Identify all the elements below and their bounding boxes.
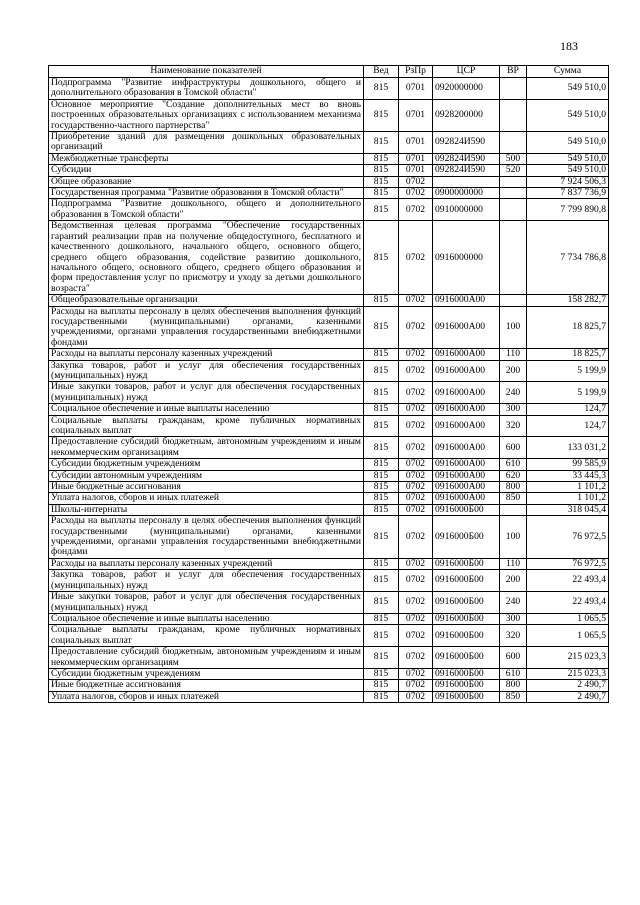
cell-name: Расходы на выплаты персоналу в целях обеспечения выполнения функций государственными (муниципальными) органами, казенными учреждениями, органами управления государственными внебюджетными фондами: [49, 516, 364, 559]
cell-rzpr: 0702: [399, 176, 433, 187]
cell-ved: 815: [364, 459, 399, 470]
cell-name: Закупка товаров, работ и услуг для обеспечения государственных (муниципальных) нужд: [49, 360, 364, 382]
table-row: [49, 504, 609, 515]
cell-rzpr: 0702: [399, 625, 433, 647]
cell-vr: 110: [500, 558, 527, 569]
cell-ved: 815: [364, 647, 399, 669]
cell-name: Расходы на выплаты персоналу казенных учреждений: [49, 349, 364, 360]
cell-vr: 610: [500, 459, 527, 470]
table-row: [49, 360, 609, 382]
cell-vr: 320: [500, 625, 527, 647]
header-csr: ЦСР: [433, 66, 500, 78]
cell-ved: 815: [364, 221, 399, 295]
cell-rzpr: 0702: [399, 415, 433, 437]
cell-sum: 2 490,7: [527, 691, 609, 702]
cell-csr: 0916000А00: [433, 306, 500, 349]
cell-ved: 815: [364, 78, 399, 100]
cell-vr: 850: [500, 691, 527, 702]
cell-vr: 600: [500, 437, 527, 459]
cell-ved: 815: [364, 415, 399, 437]
cell-ved: 815: [364, 558, 399, 569]
cell-sum: 133 031,2: [527, 437, 609, 459]
cell-vr: [500, 295, 527, 306]
cell-sum: 158 282,7: [527, 295, 609, 306]
cell-sum: 33 445,3: [527, 470, 609, 481]
cell-ved: 815: [364, 382, 399, 404]
cell-csr: 0916000Б00: [433, 691, 500, 702]
cell-vr: 300: [500, 613, 527, 624]
cell-ved: 815: [364, 470, 399, 481]
header-vr: ВР: [500, 66, 527, 78]
cell-vr: 200: [500, 360, 527, 382]
cell-rzpr: 0702: [399, 437, 433, 459]
table-row: [49, 680, 609, 691]
cell-sum: 7 799 890,8: [527, 199, 609, 221]
table-row: [49, 165, 609, 176]
table-row: [49, 78, 609, 100]
cell-sum: 22 493,4: [527, 592, 609, 614]
cell-sum: 124,7: [527, 415, 609, 437]
cell-ved: 815: [364, 188, 399, 199]
cell-ved: 815: [364, 516, 399, 559]
cell-csr: 0916000А00: [433, 437, 500, 459]
cell-ved: 815: [364, 199, 399, 221]
cell-vr: 620: [500, 470, 527, 481]
table-row: [49, 176, 609, 187]
cell-csr: 0916000А00: [433, 415, 500, 437]
header-ved: Вед: [364, 66, 399, 78]
table-header-row: [49, 66, 609, 78]
cell-vr: 320: [500, 415, 527, 437]
cell-vr: [500, 188, 527, 199]
table-row: [49, 188, 609, 199]
cell-vr: [500, 199, 527, 221]
cell-name: Субсидии бюджетным учреждениям: [49, 459, 364, 470]
cell-rzpr: 0702: [399, 199, 433, 221]
cell-rzpr: 0702: [399, 558, 433, 569]
cell-sum: 549 510,0: [527, 78, 609, 100]
cell-csr: 0916000А00: [433, 493, 500, 504]
cell-csr: 0916000А00: [433, 482, 500, 493]
cell-vr: 240: [500, 592, 527, 614]
cell-ved: 815: [364, 404, 399, 415]
cell-name: Субсидии: [49, 165, 364, 176]
cell-rzpr: 0702: [399, 306, 433, 349]
cell-vr: 800: [500, 482, 527, 493]
header-name: Наименование показателей: [49, 66, 364, 78]
cell-rzpr: 0701: [399, 78, 433, 100]
cell-name: Общее образование: [49, 176, 364, 187]
cell-name: Уплата налогов, сборов и иных платежей: [49, 493, 364, 504]
table-row: [49, 558, 609, 569]
table-row: [49, 437, 609, 459]
cell-rzpr: 0702: [399, 470, 433, 481]
cell-rzpr: 0702: [399, 592, 433, 614]
cell-rzpr: 0702: [399, 647, 433, 669]
cell-name: Субсидии автономным учреждениям: [49, 470, 364, 481]
cell-sum: 1 065,5: [527, 613, 609, 624]
cell-ved: 815: [364, 176, 399, 187]
cell-rzpr: 0702: [399, 504, 433, 515]
cell-name: Межбюджетные трансферты: [49, 153, 364, 164]
table-row: [49, 153, 609, 164]
header-rzpr: РзПр: [399, 66, 433, 78]
table-row: [49, 691, 609, 702]
cell-rzpr: 0702: [399, 482, 433, 493]
cell-name: Социальные выплаты гражданам, кроме публичных нормативных социальных выплат: [49, 625, 364, 647]
cell-csr: 0916000А00: [433, 470, 500, 481]
cell-name: Социальные выплаты гражданам, кроме публичных нормативных социальных выплат: [49, 415, 364, 437]
cell-vr: [500, 176, 527, 187]
table-row: [49, 459, 609, 470]
cell-name: Иные бюджетные ассигнования: [49, 482, 364, 493]
cell-vr: [500, 78, 527, 100]
cell-sum: 5 199,9: [527, 360, 609, 382]
cell-name: Государственная программа "Развитие образования в Томской области": [49, 188, 364, 199]
cell-vr: 100: [500, 306, 527, 349]
cell-csr: 0920000000: [433, 78, 500, 100]
cell-sum: 549 510,0: [527, 165, 609, 176]
table-row: [49, 493, 609, 504]
table-row: [49, 199, 609, 221]
page-number: 183: [560, 39, 578, 53]
cell-vr: [500, 221, 527, 295]
cell-rzpr: 0702: [399, 349, 433, 360]
cell-rzpr: 0702: [399, 680, 433, 691]
cell-sum: 76 972,5: [527, 558, 609, 569]
cell-sum: 22 493,4: [527, 570, 609, 592]
cell-sum: 18 825,7: [527, 349, 609, 360]
cell-rzpr: 0701: [399, 132, 433, 154]
table-row: [49, 592, 609, 614]
cell-name: Субсидии бюджетным учреждениям: [49, 668, 364, 679]
table-row: [49, 625, 609, 647]
cell-csr: 0910000000: [433, 199, 500, 221]
table-row: [49, 221, 609, 295]
table-row: [49, 132, 609, 154]
cell-vr: 100: [500, 516, 527, 559]
cell-csr: 0900000000: [433, 188, 500, 199]
cell-sum: 18 825,7: [527, 306, 609, 349]
cell-csr: 0916000А00: [433, 295, 500, 306]
cell-csr: 0916000А00: [433, 349, 500, 360]
cell-vr: 600: [500, 647, 527, 669]
cell-vr: 520: [500, 165, 527, 176]
table-row: [49, 570, 609, 592]
cell-csr: 0916000А00: [433, 382, 500, 404]
cell-name: Подпрограмма "Развитие инфраструктуры дошкольного, общего и дополнительного образования в Томской области": [49, 78, 364, 100]
cell-ved: 815: [364, 504, 399, 515]
cell-csr: 0916000000: [433, 221, 500, 295]
cell-sum: 1 101,2: [527, 482, 609, 493]
cell-rzpr: 0702: [399, 295, 433, 306]
cell-csr: 0916000Б00: [433, 570, 500, 592]
table-row: [49, 404, 609, 415]
cell-sum: 215 023,3: [527, 668, 609, 679]
cell-vr: 200: [500, 570, 527, 592]
table-row: [49, 306, 609, 349]
cell-ved: 815: [364, 680, 399, 691]
cell-csr: 0916000Б00: [433, 504, 500, 515]
cell-ved: 815: [364, 668, 399, 679]
header-sum: Сумма: [527, 66, 609, 78]
cell-vr: [500, 99, 527, 131]
cell-sum: 124,7: [527, 404, 609, 415]
cell-sum: 1 065,5: [527, 625, 609, 647]
cell-name: Подпрограмма "Развитие дошкольного, общего и дополнительного образования в Томской области": [49, 199, 364, 221]
cell-ved: 815: [364, 570, 399, 592]
cell-vr: 800: [500, 680, 527, 691]
cell-sum: 318 045,4: [527, 504, 609, 515]
cell-rzpr: 0702: [399, 382, 433, 404]
cell-csr: 0916000Б00: [433, 625, 500, 647]
cell-rzpr: 0702: [399, 613, 433, 624]
cell-ved: 815: [364, 613, 399, 624]
cell-ved: 815: [364, 306, 399, 349]
cell-ved: 815: [364, 625, 399, 647]
cell-rzpr: 0702: [399, 459, 433, 470]
cell-rzpr: 0701: [399, 153, 433, 164]
cell-ved: 815: [364, 165, 399, 176]
cell-name: Социальное обеспечение и иные выплаты населению: [49, 404, 364, 415]
cell-rzpr: 0702: [399, 691, 433, 702]
table-row: [49, 382, 609, 404]
cell-csr: 092824И590: [433, 165, 500, 176]
cell-name: Иные закупки товаров, работ и услуг для обеспечения государственных (муниципальных) нужд: [49, 592, 364, 614]
cell-name: Общеобразовательные организации: [49, 295, 364, 306]
cell-name: Основное мероприятие "Создание дополнительных мест во вновь построенных образовательных организациях с использованием механизма государственно-частного партнерства": [49, 99, 364, 131]
table-row: [49, 99, 609, 131]
cell-name: Уплата налогов, сборов и иных платежей: [49, 691, 364, 702]
cell-vr: 300: [500, 404, 527, 415]
cell-csr: 0916000А00: [433, 459, 500, 470]
cell-rzpr: 0702: [399, 668, 433, 679]
cell-ved: 815: [364, 295, 399, 306]
table-row: [49, 668, 609, 679]
table-row: [49, 295, 609, 306]
cell-csr: [433, 176, 500, 187]
cell-name: Ведомственная целевая программа "Обеспечение государственных гарантий реализации прав на получение общедоступного, бесплатного и качественного дошкольного, начального общего, основного общего, среднего общего образования, содействие развитию дошкольного, начального общего, основного общего, среднего общего образования и форм предоставления услуг по присмотру и уходу за детьми дошкольного возраста": [49, 221, 364, 295]
cell-name: Расходы на выплаты персоналу в целях обеспечения выполнения функций государственными (муниципальными) органами, казенными учреждениями, органами управления государственными внебюджетными фондами: [49, 306, 364, 349]
table-row: [49, 482, 609, 493]
cell-ved: 815: [364, 153, 399, 164]
cell-name: Предоставление субсидий бюджетным, автономным учреждениям и иным некоммерческим организациям: [49, 647, 364, 669]
cell-sum: 7 837 736,9: [527, 188, 609, 199]
cell-csr: 0916000Б00: [433, 647, 500, 669]
cell-rzpr: 0701: [399, 99, 433, 131]
cell-sum: 549 510,0: [527, 153, 609, 164]
cell-csr: 0916000Б00: [433, 558, 500, 569]
cell-vr: [500, 132, 527, 154]
cell-name: Закупка товаров, работ и услуг для обеспечения государственных (муниципальных) нужд: [49, 570, 364, 592]
cell-ved: 815: [364, 592, 399, 614]
cell-rzpr: 0702: [399, 360, 433, 382]
cell-vr: 850: [500, 493, 527, 504]
cell-csr: 092824И590: [433, 153, 500, 164]
cell-csr: 0916000Б00: [433, 680, 500, 691]
cell-name: Иные закупки товаров, работ и услуг для обеспечения государственных (муниципальных) нужд: [49, 382, 364, 404]
cell-sum: 7 734 786,8: [527, 221, 609, 295]
cell-csr: 0916000Б00: [433, 592, 500, 614]
cell-ved: 815: [364, 437, 399, 459]
cell-rzpr: 0702: [399, 404, 433, 415]
cell-sum: 5 199,9: [527, 382, 609, 404]
cell-name: Иные бюджетные ассигнования: [49, 680, 364, 691]
cell-rzpr: 0701: [399, 165, 433, 176]
cell-ved: 815: [364, 493, 399, 504]
cell-name: Предоставление субсидий бюджетным, автономным учреждениям и иным некоммерческим организациям: [49, 437, 364, 459]
table-row: [49, 647, 609, 669]
cell-vr: 610: [500, 668, 527, 679]
cell-ved: 815: [364, 349, 399, 360]
cell-sum: 549 510,0: [527, 132, 609, 154]
cell-name: Школы-интернаты: [49, 504, 364, 515]
table-row: [49, 516, 609, 559]
cell-sum: 215 023,3: [527, 647, 609, 669]
cell-rzpr: 0702: [399, 493, 433, 504]
cell-csr: 0916000А00: [433, 360, 500, 382]
cell-ved: 815: [364, 99, 399, 131]
cell-sum: 549 510,0: [527, 99, 609, 131]
table-row: [49, 470, 609, 481]
cell-vr: [500, 504, 527, 515]
cell-name: Расходы на выплаты персоналу казенных учреждений: [49, 558, 364, 569]
cell-sum: 1 101,2: [527, 493, 609, 504]
cell-rzpr: 0702: [399, 516, 433, 559]
cell-vr: 110: [500, 349, 527, 360]
budget-table: [48, 65, 609, 703]
cell-vr: 500: [500, 153, 527, 164]
cell-ved: 815: [364, 482, 399, 493]
cell-csr: 0916000Б00: [433, 516, 500, 559]
cell-ved: 815: [364, 691, 399, 702]
cell-sum: 76 972,5: [527, 516, 609, 559]
cell-vr: 240: [500, 382, 527, 404]
cell-sum: 7 924 506,3: [527, 176, 609, 187]
cell-name: Социальное обеспечение и иные выплаты населению: [49, 613, 364, 624]
cell-csr: 0916000Б00: [433, 668, 500, 679]
cell-rzpr: 0702: [399, 221, 433, 295]
cell-csr: 0928200000: [433, 99, 500, 131]
table-row: [49, 613, 609, 624]
cell-sum: 99 585,9: [527, 459, 609, 470]
cell-ved: 815: [364, 132, 399, 154]
cell-rzpr: 0702: [399, 188, 433, 199]
table-row: [49, 349, 609, 360]
cell-name: Приобретение зданий для размещения дошкольных образовательных организаций: [49, 132, 364, 154]
cell-sum: 2 490,7: [527, 680, 609, 691]
table-row: [49, 415, 609, 437]
cell-rzpr: 0702: [399, 570, 433, 592]
cell-csr: 092824И590: [433, 132, 500, 154]
cell-csr: 0916000А00: [433, 404, 500, 415]
cell-ved: 815: [364, 360, 399, 382]
cell-csr: 0916000Б00: [433, 613, 500, 624]
